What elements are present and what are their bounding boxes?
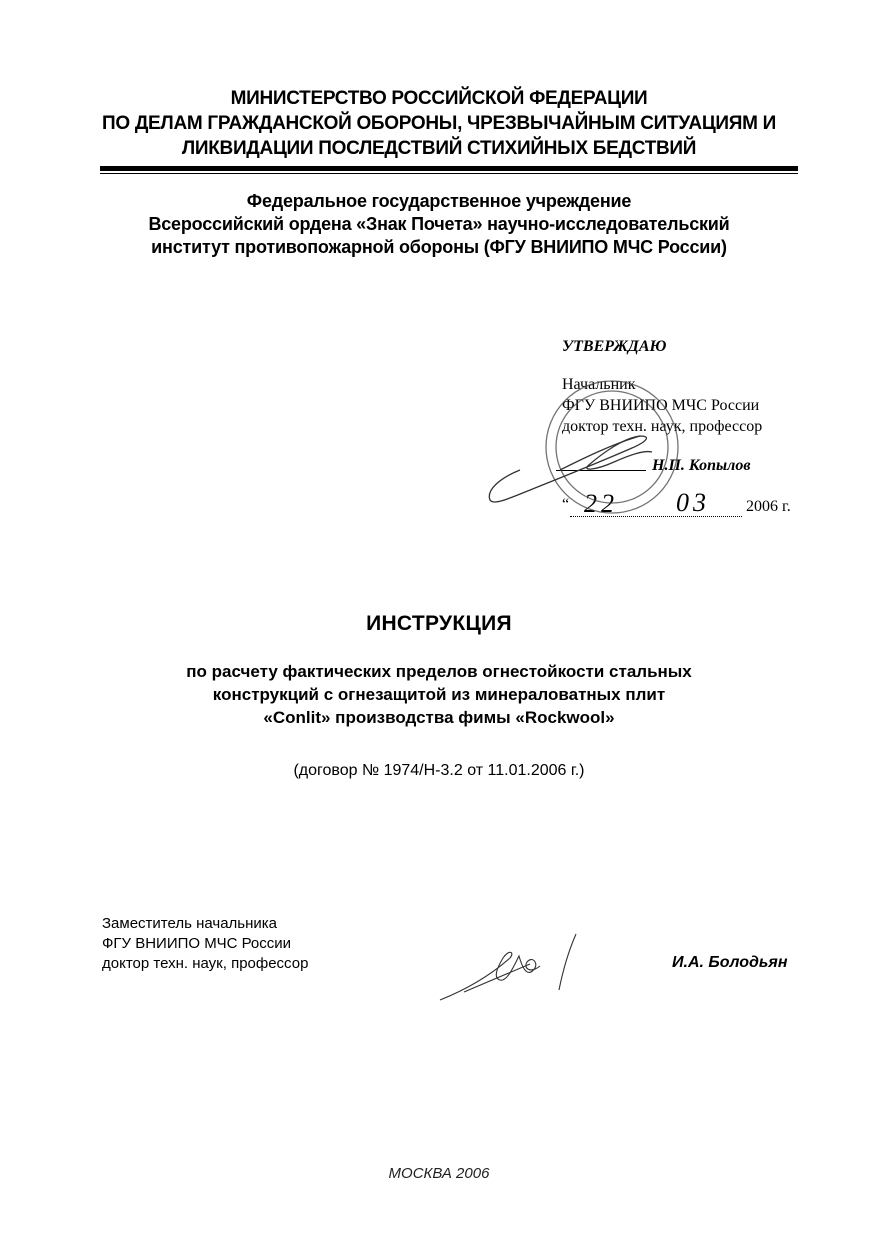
date-year: 2006 г. — [746, 498, 791, 515]
date-underline — [570, 516, 742, 517]
ministry-header — [0, 86, 878, 161]
institute-line-2: Всероссийский ордена «Знак Почета» научно-исследовательский — [148, 214, 730, 234]
deputy-block — [102, 914, 308, 974]
document-title: ИНСТРУКЦИЯ — [366, 612, 512, 635]
subtitle-line-3: «Conlit» производства фимы «Rockwool» — [263, 708, 615, 727]
approval-block — [544, 336, 814, 437]
deputy-name: И.А. Болодьян — [672, 954, 788, 971]
approval-heading: УТВЕРЖДАЮ — [562, 338, 667, 355]
approval-name: Н.П. Копылов — [652, 457, 751, 474]
document-subtitle — [0, 660, 878, 729]
city-year: МОСКВА 2006 — [388, 1165, 490, 1182]
deputy-organization: ФГУ ВНИИПО МЧС России — [102, 935, 292, 952]
ministry-line-1: МИНИСТЕРСТВО РОССИЙСКОЙ ФЕДЕРАЦИИ — [230, 88, 648, 109]
header-rule-thin — [100, 173, 798, 174]
contract-reference: (договор № 1974/Н-3.2 от 11.01.2006 г.) — [293, 762, 585, 779]
institute-header — [0, 190, 878, 259]
deputy-degree: доктор техн. наук, профессор — [102, 955, 309, 972]
date-day: 22 — [584, 489, 618, 518]
subtitle-line-1: по расчету фактических пределов огнестойкости стальных — [186, 662, 692, 681]
approval-position: Начальник — [562, 376, 636, 393]
institute-line-3: институт противопожарной обороны (ФГУ ВНИИПО МЧС России) — [151, 237, 727, 257]
ministry-line-3: ЛИКВИДАЦИИ ПОСЛЕДСТВИЙ СТИХИЙНЫХ БЕДСТВИЙ — [181, 138, 697, 159]
date-month: 03 — [676, 488, 710, 517]
subtitle-line-2: конструкций с огнезащитой из минераловатных плит — [212, 685, 666, 704]
approval-signature-line — [556, 470, 646, 471]
institute-line-1: Федеральное государственное учреждение — [246, 191, 632, 211]
ministry-line-2: ПО ДЕЛАМ ГРАЖДАНСКОЙ ОБОРОНЫ, ЧРЕЗВЫЧАЙНЫМ СИТУАЦИЯМ И — [102, 113, 776, 134]
deputy-position: Заместитель начальника — [102, 915, 278, 932]
approval-degree: доктор техн. наук, профессор — [562, 418, 763, 435]
approval-organization: ФГУ ВНИИПО МЧС России — [562, 397, 760, 414]
date-open-quote: “ — [562, 496, 570, 513]
header-rule-thick — [100, 166, 798, 171]
deputy-signature — [440, 934, 576, 1000]
